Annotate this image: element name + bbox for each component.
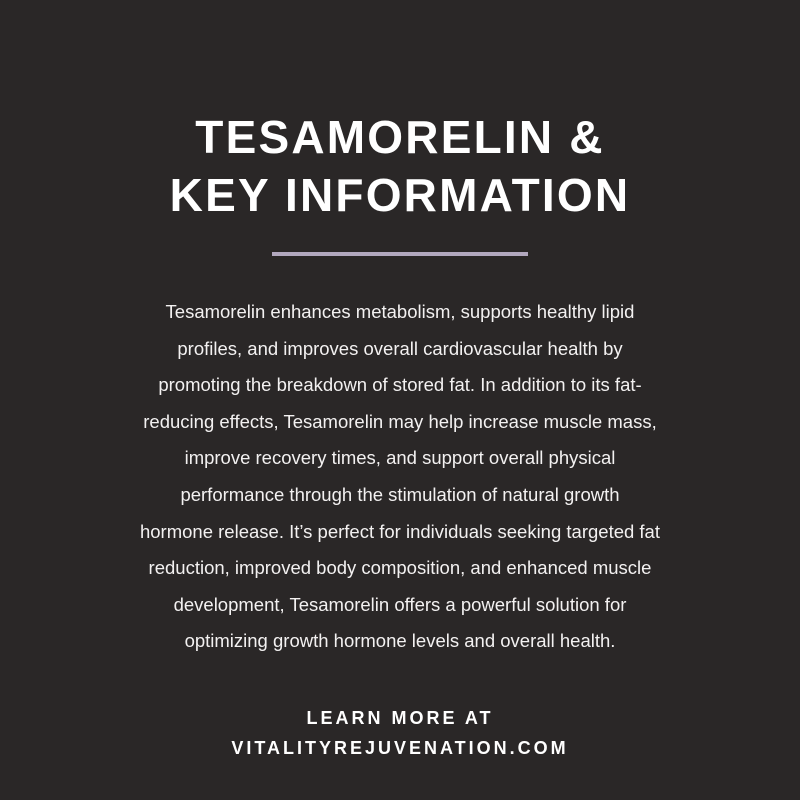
- body-line: profiles, and improves overall cardiovascular health by: [177, 337, 623, 359]
- body-text: [70, 294, 730, 660]
- title-line-1: TESAMORELIN &: [195, 111, 605, 163]
- page-title: [0, 108, 800, 224]
- body-line: optimizing growth hormone levels and overall health.: [184, 630, 616, 652]
- body-line: improve recovery times, and support overall physical: [184, 447, 616, 469]
- body-line: development, Tesamorelin offers a powerful solution for: [173, 593, 627, 615]
- body-line: hormone release. It’s perfect for individuals seeking targeted fat: [139, 520, 660, 542]
- title-divider: [272, 252, 528, 256]
- body-line: promoting the breakdown of stored fat. In addition to its fat-: [158, 374, 642, 396]
- title-line-2: KEY INFORMATION: [169, 169, 631, 221]
- call-to-action: [0, 703, 800, 763]
- website-url: VITALITYREJUVENATION.COM: [231, 738, 569, 758]
- body-line: reduction, improved body composition, and enhanced muscle: [148, 557, 652, 579]
- body-line: performance through the stimulation of natural growth: [180, 483, 620, 505]
- body-line: Tesamorelin enhances metabolism, supports healthy lipid: [165, 301, 635, 322]
- cta-line-1: LEARN MORE AT: [306, 708, 494, 728]
- body-line: reducing effects, Tesamorelin may help increase muscle mass,: [143, 410, 657, 432]
